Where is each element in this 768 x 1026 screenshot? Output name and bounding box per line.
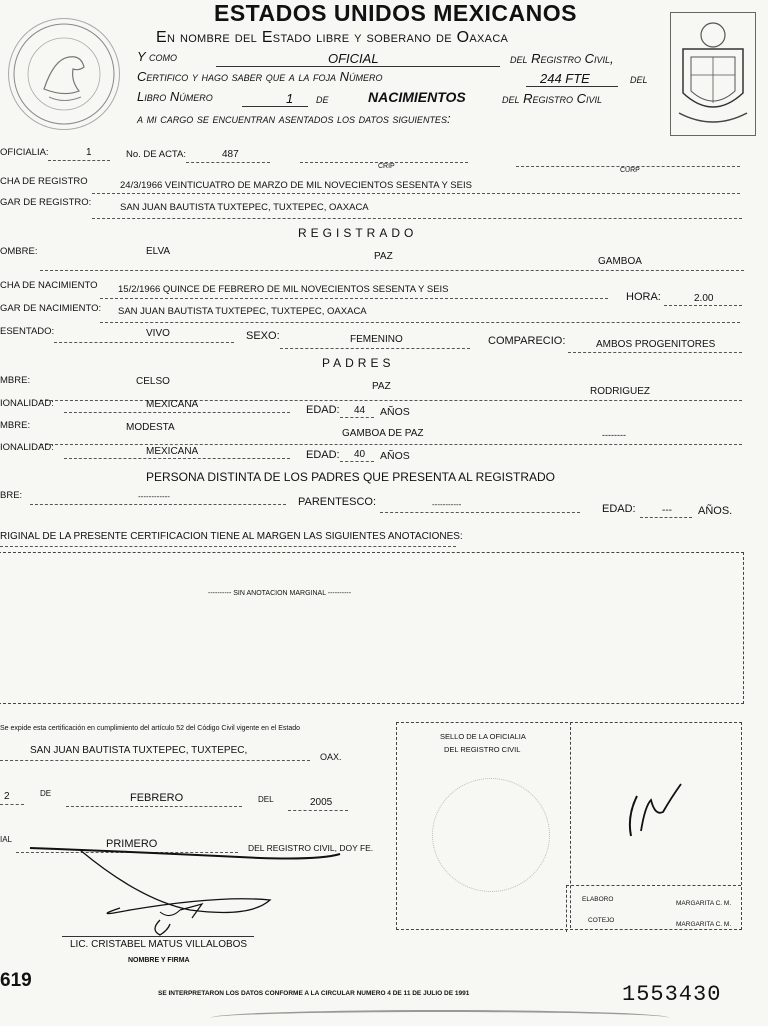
expedicion-anio-line <box>288 810 348 811</box>
sello-title-2: DEL REGISTRO CIVIL <box>444 745 521 754</box>
fecha-nacimiento-label: CHA DE NACIMIENTO <box>0 280 98 291</box>
expedicion-dia-line <box>0 804 24 805</box>
padre-edad: 44 <box>354 405 366 416</box>
cotejo-value: MARGARITA C. M. <box>676 921 732 928</box>
expedicion-mes-line <box>66 806 242 807</box>
otra-edad-line <box>640 517 692 518</box>
crip-label: CRIP <box>378 163 395 170</box>
serial-number: 1553430 <box>622 982 722 1007</box>
padre-nacionalidad: MEXICANA <box>146 399 199 410</box>
madre-label: MBRE: <box>0 420 31 431</box>
expedicion-mes: FEBRERO <box>130 792 184 804</box>
oficialia-line <box>48 160 110 161</box>
otra-nombre-line <box>30 504 286 505</box>
registrado-nombre: ELVA <box>146 246 171 257</box>
madre-anos: AÑOS <box>380 450 410 462</box>
registrado-apellido-2: GAMBOA <box>598 256 642 267</box>
a-mi-cargo-label: a mi cargo se encuentran asentados los datos siguientes: <box>137 111 451 126</box>
hora-line <box>664 305 742 306</box>
libro-value: 1 <box>286 91 294 106</box>
madre-nacionalidad-label: IONALIDAD: <box>0 442 54 453</box>
official-stamp <box>432 778 550 892</box>
otra-edad-label: EDAD: <box>602 503 636 515</box>
oficialia-label: OFICIALIA: <box>0 147 49 158</box>
firmante-name: LIC. CRISTABEL MATUS VILLALOBOS <box>70 939 248 950</box>
madre-nacionalidad: MEXICANA <box>146 446 199 457</box>
oficial-label: IAL <box>0 835 13 844</box>
otra-edad: --- <box>662 505 672 516</box>
hora-label: HORA: <box>626 291 661 303</box>
madre-nombre: MODESTA <box>126 422 175 433</box>
comparecio-line <box>568 352 742 353</box>
comparecio-label: COMPARECIO: <box>488 335 566 347</box>
madre-apellido: GAMBOA DE PAZ <box>342 428 424 439</box>
eagle-icon <box>9 19 119 129</box>
officer-signature <box>615 776 695 856</box>
padre-edad-line <box>340 417 374 418</box>
lugar-registro-label: GAR DE REGISTRO: <box>0 197 92 208</box>
registrado-heading: REGISTRADO <box>298 226 418 240</box>
anotaciones-box <box>0 552 744 704</box>
nombre-y-firma: NOMBRE Y FIRMA <box>128 957 190 964</box>
del-registro-label: del Registro Civil, <box>510 51 614 66</box>
padre-label: MBRE: <box>0 375 31 386</box>
padre-nacionalidad-line <box>64 412 290 413</box>
madre-edad: 40 <box>354 449 366 460</box>
lugar-nacimiento-line <box>100 322 740 323</box>
anotaciones-intro-line <box>0 546 456 547</box>
presentado-value: VIVO <box>146 328 170 339</box>
madre-edad-label: EDAD: <box>306 449 340 461</box>
lugar-registro-value: SAN JUAN BAUTISTA TUXTEPEC, TUXTEPEC, OAXACA <box>120 202 369 213</box>
official-signature <box>20 840 350 950</box>
y-como-label: Y como <box>137 49 178 64</box>
parentesco-value: ----------- <box>432 500 462 509</box>
doy-fe-text: DEL REGISTRO CIVIL, DOY FE. <box>248 843 374 853</box>
fecha-nacimiento-line <box>100 298 608 299</box>
padre-apellido-1: PAZ <box>372 381 391 392</box>
oficial-underline <box>216 66 500 67</box>
del-registro-civil-label: del Registro Civil <box>502 91 603 106</box>
acta-label: No. DE ACTA: <box>126 149 187 160</box>
fecha-registro-line <box>92 193 740 194</box>
nacimientos-label: NACIMIENTOS <box>368 89 466 105</box>
sexo-line <box>280 348 470 349</box>
otra-nombre: ------------ <box>138 492 170 501</box>
expedicion-lugar: SAN JUAN BAUTISTA TUXTEPEC, TUXTEPEC, <box>30 745 248 756</box>
oaxaca-coat-of-arms <box>670 12 756 136</box>
foja-underline <box>526 86 618 87</box>
lugar-registro-line <box>92 218 742 219</box>
acta-value: 487 <box>222 149 239 160</box>
parentesco-label: PARENTESCO: <box>298 496 377 508</box>
oficial-value-exp: PRIMERO <box>106 838 158 850</box>
libro-label: Libro Número <box>137 89 213 104</box>
otra-nombre-label: BRE: <box>0 490 23 501</box>
certifico-label: Certifico y hago saber que a la foja Número <box>137 69 383 84</box>
acta-line <box>186 162 270 163</box>
fecha-registro-value: 24/3/1966 VEINTICUATRO DE MARZO DE MIL NOVECIENTOS SESENTA Y SEIS <box>120 180 472 191</box>
foja-value: 244 FTE <box>540 71 590 86</box>
presentado-line <box>54 342 234 343</box>
otra-persona-heading: PERSONA DISTINTA DE LOS PADRES QUE PRESENTA AL REGISTRADO <box>146 470 555 484</box>
otra-anos: AÑOS. <box>698 505 733 517</box>
registrado-apellido-1: PAZ <box>374 251 393 262</box>
expedicion-de: DE <box>40 789 52 798</box>
madre-nacionalidad-line <box>64 458 290 459</box>
sexo-value: FEMENINO <box>350 334 403 345</box>
madre-edad-line <box>340 461 374 462</box>
mexico-eagle-seal <box>8 18 120 130</box>
libro-underline <box>242 106 308 107</box>
expedicion-estado: OAX. <box>320 752 342 762</box>
lugar-nacimiento-label: GAR DE NACIMIENTO: <box>0 303 102 314</box>
cotejo-label: COTEJO <box>588 917 615 924</box>
firma-line <box>62 936 254 937</box>
expedicion-del: DEL <box>258 795 274 804</box>
hora-value: 2.00 <box>694 293 714 304</box>
left-number: 619 <box>0 970 32 991</box>
presentado-label: ESENTADO: <box>0 326 55 337</box>
oficialia-value: 1 <box>86 147 92 158</box>
country-title: ESTADOS UNIDOS MEXICANOS <box>214 0 577 26</box>
expedicion-anio: 2005 <box>310 797 333 808</box>
padre-nacionalidad-label: IONALIDAD: <box>0 398 54 409</box>
sexo-label: SEXO: <box>246 330 280 342</box>
sin-anotacion-text: ---------- SIN ANOTACION MARGINAL ---------- <box>208 590 352 597</box>
coat-of-arms-icon <box>671 13 755 135</box>
fecha-registro-label: CHA DE REGISTRO <box>0 176 88 187</box>
elaboro-label: ELABORO <box>582 896 614 903</box>
anotaciones-intro: RIGINAL DE LA PRESENTE CERTIFICACION TIENE AL MARGEN LAS SIGUIENTES ANOTACIONES: <box>0 531 463 542</box>
padres-heading: PADRES <box>322 356 395 370</box>
padre-apellido-2: RODRIGUEZ <box>590 386 650 397</box>
sello-title-1: SELLO DE LA OFICIALIA <box>440 732 526 741</box>
circular-text: SE INTERPRETARON LOS DATOS CONFORME A LA CIRCULAR NUMERO 4 DE 11 DE JULIO DE 1991 <box>158 990 470 997</box>
registrado-nombre-label: OMBRE: <box>0 246 38 257</box>
lugar-nacimiento-value: SAN JUAN BAUTISTA TUXTEPEC, TUXTEPEC, OAXACA <box>118 306 367 317</box>
oficial-value: OFICIAL <box>328 51 379 66</box>
curp-label: CURP <box>620 167 640 174</box>
del-label: del <box>630 71 648 86</box>
expedicion-dia: 2 <box>4 791 10 802</box>
comparecio-value: AMBOS PROGENITORES <box>596 339 716 350</box>
padre-nombre: CELSO <box>136 376 170 387</box>
fecha-nacimiento-value: 15/2/1966 QUINCE DE FEBRERO DE MIL NOVECIENTOS SESENTA Y SEIS <box>118 284 449 295</box>
madre-line <box>40 444 742 445</box>
parentesco-line <box>380 512 580 513</box>
expedicion-texto: Se expide esta certificación en cumplimiento del artículo 52 del Código Civil vigente en el Estado <box>0 725 301 732</box>
padre-anos: AÑOS <box>380 406 410 418</box>
madre-extra-dash: -------- <box>602 430 626 440</box>
registrado-nombre-line <box>40 270 744 271</box>
elaboro-value: MARGARITA C. M. <box>676 900 732 907</box>
de-label: de <box>316 91 329 106</box>
padre-edad-label: EDAD: <box>306 404 340 416</box>
expedicion-lugar-line <box>0 760 310 761</box>
header-line-1: En nombre del Estado libre y soberano de Oaxaca <box>156 29 509 46</box>
